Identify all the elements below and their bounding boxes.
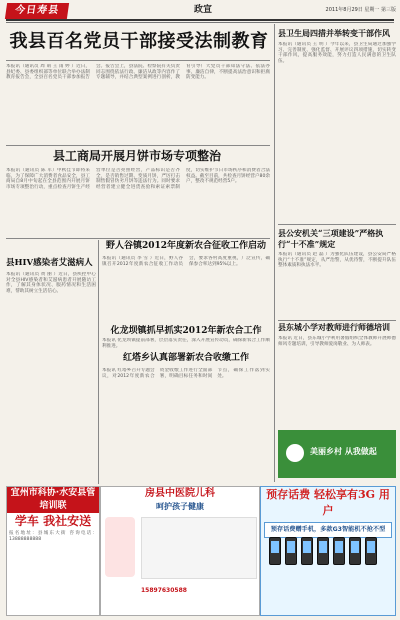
ad-phone: 15897630588: [141, 587, 187, 594]
divider: [278, 320, 396, 321]
hongta-headline[interactable]: 红塔乡认真部署新农合收缴工作: [122, 353, 249, 363]
driving-school-ad[interactable]: [6, 486, 100, 616]
clinic-info-box: [141, 517, 257, 579]
ad-body: 报名地址：县城东大街 咨询电话：13888888888: [9, 531, 97, 542]
child-photo-icon: [105, 517, 135, 577]
clinic-ad[interactable]: [100, 486, 260, 616]
police-body: 本报讯（通讯员 赵 磊 ）为强化队伍建设，县公安局严格执行“十不准”规定，从严治警，从优待警，不断提升队伍整体素质和执法水平。: [278, 252, 396, 269]
aids-body: 本报讯（通讯员 黄 丽 ）近日，县疾控中心对全县HIV感染者和艾滋病患者开展随访工作，了解其身体状况、服药情况和生活困难，帮助其树立生活信心。: [6, 272, 96, 294]
yerengu-headline[interactable]: 野人谷镇2012年度新农合征收工作启动: [105, 241, 267, 251]
green-ad[interactable]: [278, 430, 396, 478]
phone-icon: [333, 537, 345, 565]
phone-icon: [365, 537, 377, 565]
phone-icon: [349, 537, 361, 565]
section-title: 政宣: [193, 5, 212, 15]
lead-body: 本报讯（通讯员 周 萌 王 雨 婷 ）近日，县纪委、县委组织部等单位联合举办法制教育报告会，全县百名党员干部参加报告会。报告会上，县法院、检察院有关负责同志围绕依法行政、廉洁从政等内容作了专题辅导，并结合典型案例进行剖析，教育引导广大党员干部知法守法、依法办事、廉洁自律，不断提高法治意识和拒腐防变能力。: [6, 64, 270, 81]
police-headline[interactable]: 县公安机关“三项建设”严格执行“十不准”规定: [278, 228, 384, 249]
divider: [6, 238, 270, 239]
phone-icon: [301, 537, 313, 565]
ad-title: 宜州市科协·水安县管培训联: [7, 487, 99, 513]
health-headline[interactable]: 县卫生局四措并举转变干部作风: [278, 28, 390, 38]
dateline: 2011年8月29日 星期一 第三版: [325, 7, 396, 13]
divider: [6, 145, 270, 146]
commerce-body: 本报讯（通讯员 陈 军）中秋佳节即将来临，为了保障广大消费者食品安全，县工商局自8月中旬起在全县范围内开展月饼市场专项整治行动，重点检查月饼生产经营单位是否亮照经营，产品标识是否齐全，是否销售过期、变质月饼，严厉打击制售假冒伪劣月饼等违法行为。同时要求经营者建立健全进货查验和索证索票制度，切实维护节日市场秩序和消费者合法权益。截至目前，共检查月饼经营户80余户，整改不规范经营5户。: [6, 168, 270, 190]
yerengu-body: 本报讯（通讯员 李 雪 ）近日，野人谷镇召开2012年度新农合征收工作动员会，要求各村高度重视，广泛宣传，确保参合率达到95%以上。: [102, 256, 270, 267]
green-ad-text: 美丽乡村 从我做起: [310, 447, 377, 456]
school-headline[interactable]: 县东城小学对教师进行师德培训: [278, 322, 390, 332]
school-body: 本报讯 近日，县东城小学利用暑假组织全体教师开展师德师风专题培训，引导教师爱岗敬业、为人师表。: [278, 336, 396, 347]
ad-slogan: 预存话费赠手机，多款G3智能机不抢不型: [264, 522, 392, 538]
leaf-icon: [286, 444, 304, 462]
header-rule-thin: [6, 22, 394, 23]
commerce-headline[interactable]: 县工商局开展月饼市场专项整治: [52, 149, 221, 163]
ad-title: 房县中医院儿科: [145, 488, 215, 499]
masthead-logo: 今日寿县: [5, 3, 69, 19]
divider: [278, 224, 396, 225]
phone-icon: [269, 537, 281, 565]
hualongba-body: 本报讯 化龙坝镇提前部署，层层落实责任，深入开展宣传动员，确保新农合工作顺利推进。: [102, 338, 270, 349]
ad-headline: 学车 我社安送: [14, 514, 92, 528]
header-rule: [6, 19, 394, 21]
ad-subtitle: 呵护孩子健康: [156, 502, 204, 511]
hongta-body: 本报讯 红塔乡召开专题会议，对2012年度新农合资金收缴工作进行全面部署，明确目标任务和时间节点，确保工作落到实处。: [102, 368, 270, 379]
divider: [6, 60, 270, 61]
lead-headline[interactable]: 我县百名党员干部接受法制教育: [9, 31, 269, 52]
telecom-ad[interactable]: [260, 486, 396, 616]
phone-icon: [285, 537, 297, 565]
health-body: 本报讯（通讯员 王 明 ）今年以来，县卫生局通过加强学习、完善制度、强化监督、开展评议四项措施，切实转变干部作风，提高服务效能，努力打造人民满意的卫生队伍。: [278, 42, 396, 64]
divider: [98, 240, 99, 484]
divider: [274, 24, 275, 482]
aids-headline[interactable]: 县HIV感染者艾滋病人: [6, 258, 93, 268]
phone-icon: [317, 537, 329, 565]
ad-title: 预存话费 轻松享有3G 用户: [266, 488, 390, 517]
hualongba-headline[interactable]: 化龙坝镇抓早抓实2012年新农合工作: [110, 326, 262, 336]
